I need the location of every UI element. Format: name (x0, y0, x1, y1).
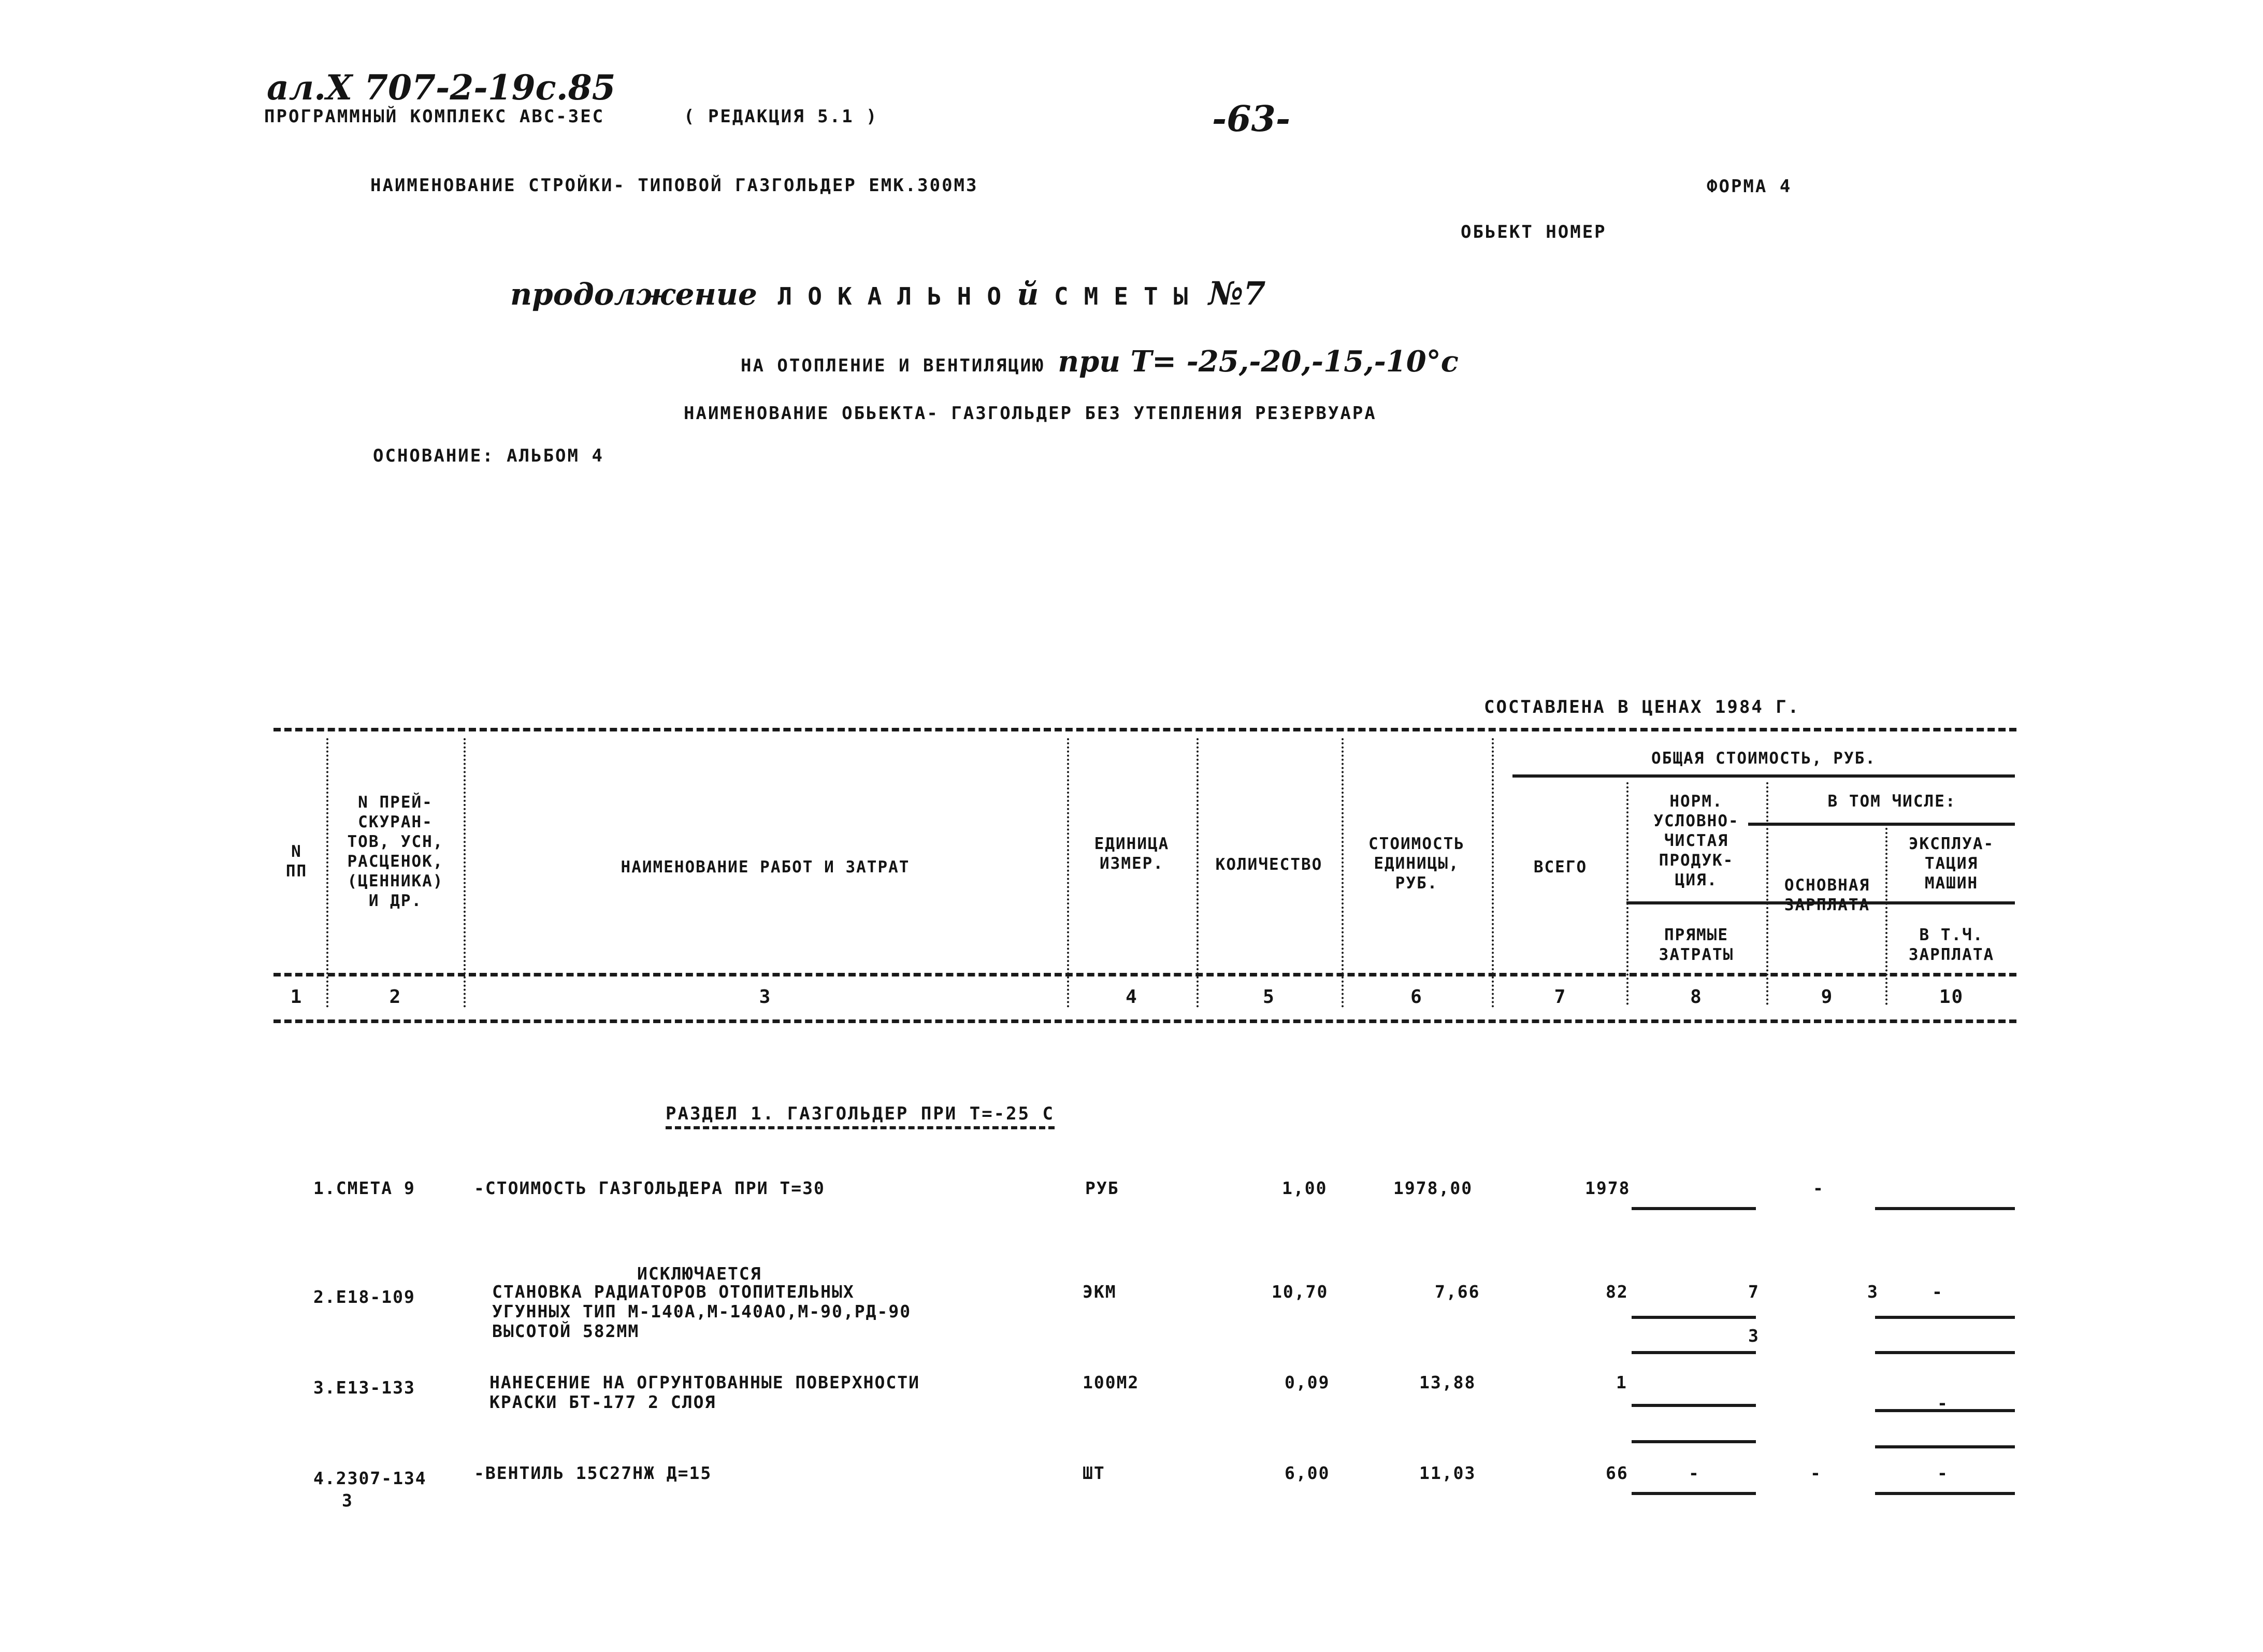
row1-col10: - (1813, 1178, 1824, 1198)
row3-name: НАНЕСЕНИЕ НА ОГРУНТОВАННЫЕ ПОВЕРХНОСТИ КРАСКИ БТ-177 2 СЛОЯ (489, 1372, 920, 1412)
construction-name: НАИМЕНОВАНИЕ СТРОЙКИ- ТИПОВОЙ ГАЗГОЛЬДЕР ЕМК.300М3 (370, 175, 978, 196)
form-label: ФОРМА 4 (1707, 176, 1792, 197)
row3-total: 1 (1616, 1372, 1627, 1392)
header-incl: В ТОМ ЧИСЛЕ: (1827, 792, 1956, 811)
header-total: ВСЕГО (1533, 858, 1588, 877)
col-number: 9 (1821, 986, 1834, 1008)
col-sep-2 (464, 738, 466, 1008)
subtitle-text: НА ОТОПЛЕНИЕ И ВЕНТИЛЯЦИЮ (741, 355, 1045, 376)
row2-col9: 3 (1867, 1282, 1879, 1302)
col-number: 10 (1939, 986, 1964, 1008)
col-sep-4 (1197, 738, 1199, 1008)
title-number: №7 (1208, 275, 1266, 312)
table-numbers-rule (273, 1019, 2016, 1023)
row2-total: 82 (1606, 1282, 1628, 1302)
row1-code: 1.СМЕТА 9 (313, 1178, 415, 1198)
document-code: ал.Х 707-2-19с.85 (267, 67, 616, 108)
col-sep-9 (1885, 824, 1887, 1005)
header-quantity: КОЛИЧЕСТВО (1215, 855, 1323, 874)
row4-col10: - (1937, 1463, 1949, 1483)
row2-rule-8b (1632, 1351, 1756, 1354)
row4-col9: - (1810, 1463, 1822, 1483)
header-machines: ЭКСПЛУА- ТАЦИЯ МАШИН (1908, 835, 1995, 893)
table-top-rule (273, 728, 2016, 731)
row3-rule-10 (1875, 1409, 2015, 1412)
row4-code: 4.2307-134 (313, 1468, 427, 1488)
program-name: ПРОГРАММНЫЙ КОМПЛЕКС АВС-3ЕС (264, 106, 605, 127)
table-header-rule (273, 973, 2016, 976)
title-suffix: й (1017, 277, 1039, 312)
incl-rule (1748, 823, 2015, 826)
row2-rule-10b (1875, 1351, 2015, 1354)
row2-unit: ЭКМ (1083, 1282, 1117, 1302)
subtitle (741, 344, 1459, 379)
row3-price: 13,88 (1419, 1372, 1476, 1392)
total-group-rule (1512, 774, 2015, 778)
header-norm: НОРМ. УСЛОВНО- ЧИСТАЯ ПРОДУК- ЦИЯ. (1653, 792, 1739, 889)
header-direct-costs: ПРЯМЫЕ ЗАТРАТЫ (1659, 926, 1734, 964)
row1-qty: 1,00 (1282, 1178, 1328, 1198)
header-name: НАИМЕНОВАНИЕ РАБОТ И ЗАТРАТ (621, 858, 910, 877)
row1-name: -СТОИМОСТЬ ГАЗГОЛЬДЕРА ПРИ Т=30 (474, 1178, 825, 1198)
row3-qty: 0,09 (1285, 1372, 1330, 1392)
header-total-group: ОБЩАЯ СТОИМОСТЬ, РУБ. (1651, 749, 1876, 768)
row4-col8: - (1689, 1463, 1700, 1483)
title-smeta: СМЕТЫ (1054, 282, 1204, 310)
estimate-title (510, 275, 1266, 312)
col-number: 4 (1126, 986, 1138, 1008)
row4-qty: 6,00 (1285, 1463, 1330, 1483)
row2-code: 2.Е18-109 (313, 1287, 415, 1307)
row1-unit: РУБ (1085, 1178, 1119, 1198)
row4-rule-8 (1632, 1492, 1756, 1495)
col-sep-1 (326, 738, 328, 1008)
basis-label: ОСНОВАНИЕ: АЛЬБОМ 4 (373, 446, 604, 466)
header-machine-wage: В Т.Ч. ЗАРПЛАТА (1908, 926, 1995, 964)
row4-total: 66 (1606, 1463, 1628, 1483)
header-unit: ЕДИНИЦА ИЗМЕР. (1094, 835, 1170, 873)
col-sep-5 (1342, 738, 1344, 1008)
row3-code: 3.Е13-133 (313, 1377, 415, 1398)
row1-price: 1978,00 (1393, 1178, 1473, 1198)
row2-rule-8 (1632, 1316, 1756, 1319)
row3-rule-8 (1632, 1404, 1756, 1407)
row4-price: 11,03 (1419, 1463, 1476, 1483)
object-name: НАИМЕНОВАНИЕ ОБЬЕКТА- ГАЗГОЛЬДЕР БЕЗ УТЕПЛЕНИЯ РЕЗЕРВУАРА (684, 403, 1377, 424)
col-sep-3 (1067, 738, 1069, 1008)
page-number: -63- (1212, 98, 1291, 140)
col-number: 6 (1410, 986, 1423, 1008)
row2-rule-10 (1875, 1316, 2015, 1319)
col-number: 7 (1554, 986, 1567, 1008)
row3-rule-10b (1875, 1445, 2015, 1448)
prices-year: СОСТАВЛЕНА В ЦЕНАХ 1984 Г. (1484, 697, 1800, 717)
col-sep-7 (1626, 782, 1628, 1005)
header-num: N ПП (285, 842, 308, 881)
subtitle-temperature: при Т= -25,-20,-15,-10°с (1058, 344, 1459, 379)
col-number: 2 (389, 986, 402, 1008)
row2-col8b: 3 (1748, 1326, 1760, 1346)
col-sep-8 (1766, 782, 1768, 1005)
row3-col10: - (1937, 1393, 1949, 1413)
row4-name: -ВЕНТИЛЬ 15С27НЖ Д=15 (474, 1463, 712, 1483)
row4-rule-10 (1875, 1492, 2015, 1495)
header-base-wage: ОСНОВНАЯ ЗАРПЛАТА (1784, 876, 1870, 914)
row4-unit: ШТ (1083, 1463, 1105, 1483)
row2-qty: 10,70 (1272, 1282, 1329, 1302)
title-prefix: продолжение (510, 277, 757, 312)
row2-col8: 7 (1748, 1282, 1760, 1302)
header-unit-price: СТОИМОСТЬ ЕДИНИЦЫ, РУБ. (1368, 835, 1465, 893)
col-number: 8 (1690, 986, 1703, 1008)
row2-name: СТАНОВКА РАДИАТОРОВ ОТОПИТЕЛЬНЫХ УГУННЫХ ТИП М-140А,М-140АО,М-90,РД-90 ВЫСОТОЙ 582ММ (492, 1282, 912, 1341)
edition-label: ( РЕДАКЦИЯ 5.1 ) (684, 106, 878, 127)
section-title: РАЗДЕЛ 1. ГАЗГОЛЬДЕР ПРИ Т=-25 С (666, 1103, 1055, 1129)
row4-sub: 3 (342, 1490, 353, 1511)
header-code: N ПРЕЙ- СКУРАН- ТОВ, УСН, РАСЦЕНОК, (ЦЕННИКА) И ДР. (347, 793, 444, 910)
col-sep-6 (1492, 738, 1494, 1008)
row1-rule-10 (1875, 1207, 2015, 1210)
object-number: ОБЬЕКТ НОМЕР (1461, 222, 1607, 242)
row1-total: 1978 (1585, 1178, 1631, 1198)
row2-price: 7,66 (1435, 1282, 1480, 1302)
col-number: 3 (759, 986, 772, 1008)
row3-unit: 100М2 (1083, 1372, 1140, 1392)
row2-note: ИСКЛЮЧАЕТСЯ (637, 1263, 762, 1284)
row2-col10: - (1932, 1282, 1943, 1302)
title-word: ЛОКАЛЬНО (777, 282, 1017, 310)
row1-rule-8 (1632, 1207, 1756, 1210)
col-number: 1 (290, 986, 303, 1008)
col-number: 5 (1263, 986, 1275, 1008)
row3-rule-8b (1632, 1440, 1756, 1443)
